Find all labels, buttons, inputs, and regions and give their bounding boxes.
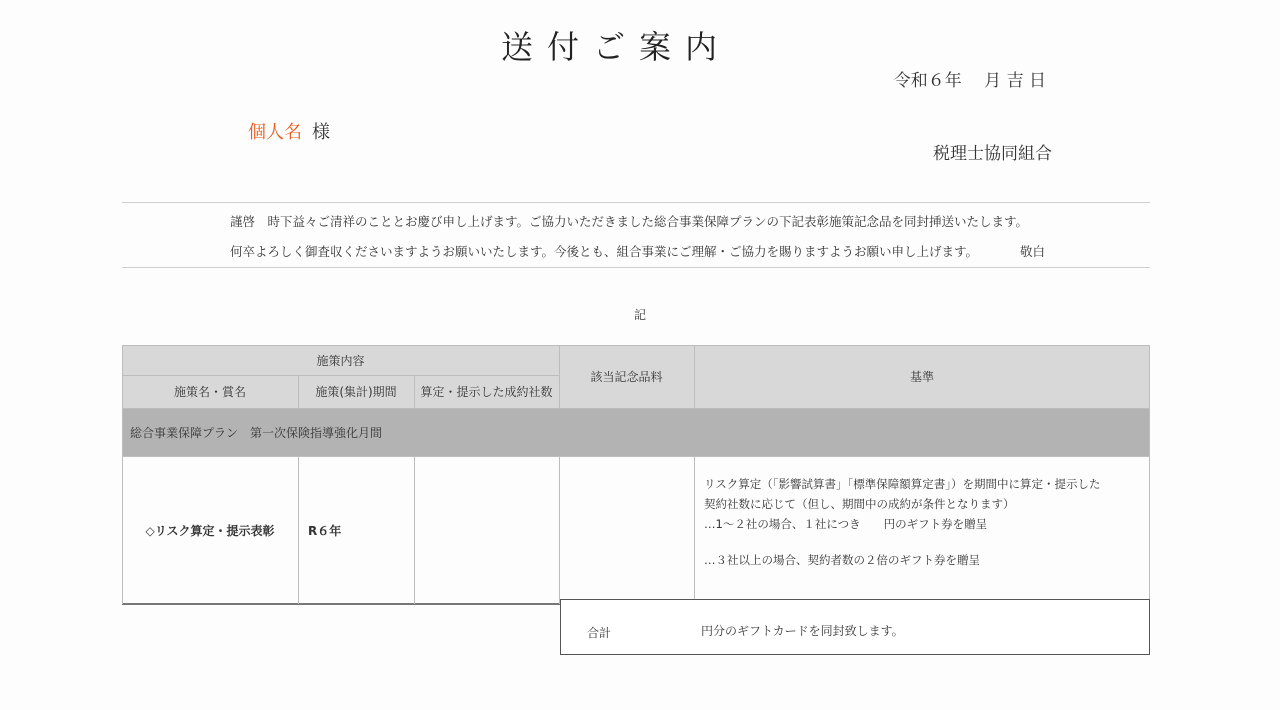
header-name-label: 施策名・賞名 <box>173 385 246 399</box>
divider-bottom <box>122 267 1150 268</box>
col-divider-2a <box>414 375 415 408</box>
criteria-line-4: …３社以上の場合、契約者数の２倍のギフト券を贈呈 <box>704 553 980 567</box>
letter-line-2: 何卒よろしく御査収くださいますようお願いいたします。今後とも、組合事業にご理解・ご協力を賜りますようお願い申し上げます。 <box>230 244 979 259</box>
recipient-name: 個人名 <box>248 122 302 143</box>
col-divider-4b <box>694 456 695 604</box>
col-divider-1a <box>298 375 299 408</box>
header-gift-label: 該当記念品料 <box>590 370 663 384</box>
header-name-cell <box>122 375 298 408</box>
criteria-line-3: …1～２社の場合、１社につき 円のギフト券を贈呈 <box>704 517 988 531</box>
header-group-cell <box>122 345 559 375</box>
table-header-bottom <box>122 408 1150 409</box>
award-table <box>122 345 1150 605</box>
document-date: 令和６年 月 吉 日 <box>893 71 1046 91</box>
total-label: 合計 <box>587 626 612 640</box>
letter-closing: 敬白 <box>1020 244 1046 259</box>
col-divider-3b <box>559 456 560 604</box>
recipient <box>248 118 330 144</box>
table-right-border <box>1149 345 1150 604</box>
recipient-suffix: 様 <box>312 122 330 143</box>
row-criteria-cell <box>694 456 1150 604</box>
total-text: 円分のギフトカードを同封致します。 <box>701 624 904 638</box>
header-period-cell <box>298 375 414 408</box>
row-count-cell <box>414 456 559 604</box>
criteria-line-1: リスク算定（「影響試算書」「標準保障額算定書」）を期間中に算定・提示した <box>704 477 1101 491</box>
section-label: 総合事業保障プラン 第一次保険指導強化月間 <box>130 425 383 440</box>
col-divider-1b <box>298 456 299 604</box>
row-period: R６年 <box>308 523 342 538</box>
header-gift-cell <box>559 345 694 408</box>
total-box <box>560 599 1150 655</box>
table-top-border <box>122 345 1150 346</box>
col-divider-2b <box>414 456 415 604</box>
col-divider-4a <box>694 345 695 408</box>
document-title: 送付ご案内 <box>500 28 731 66</box>
ki-label: 記 <box>633 308 646 322</box>
row-name: ◇リスク算定・提示表彰 <box>145 523 275 538</box>
header-period-label: 施策(集計)期間 <box>315 385 397 399</box>
row-period-cell <box>298 456 414 604</box>
header-criteria-cell <box>694 345 1150 408</box>
criteria-line-2: 契約社数に応じて（但し、期間中の成約が条件となります） <box>704 497 1015 511</box>
col-divider-3a <box>559 345 560 408</box>
header-count-cell <box>414 375 559 408</box>
header-count-label: 算定・提示した成約社数 <box>420 385 553 399</box>
row-gift-cell <box>559 456 694 604</box>
header-criteria-label: 基準 <box>909 370 934 384</box>
section-row <box>122 408 1150 456</box>
divider-top <box>122 202 1150 203</box>
table-section-bottom <box>122 456 1150 457</box>
letter-line-1: 謹啓 時下益々ご清祥のこととお慶び申し上げます。ご協力いただきました総合事業保障プランの下記表彰施策記念品を同封挿送いたします。 <box>230 214 1029 229</box>
table-header-split <box>122 375 559 376</box>
table-left-border <box>122 345 123 604</box>
row-name-cell <box>122 456 298 604</box>
sender-name: 税理士協同組合 <box>933 144 1052 164</box>
header-group-label: 施策内容 <box>316 353 365 368</box>
